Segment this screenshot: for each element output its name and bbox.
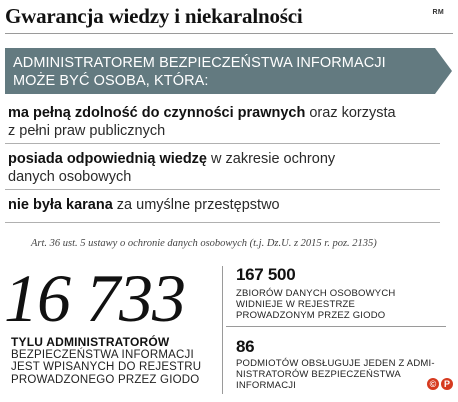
condition-bold-text: nie była karana	[8, 197, 113, 213]
condition-text: za umyślne przestępstwo	[112, 197, 280, 213]
condition-divider	[5, 189, 440, 190]
stats-vertical-divider	[222, 266, 223, 394]
stat-label-datasets	[236, 288, 395, 321]
stat-label-line: WIDNIEJE W REJESTRZE	[236, 299, 356, 310]
big-stat-label-line4: PROWADZONEGO PRZEZ GIODO	[11, 373, 200, 386]
stat-label-line: INFORMACJI	[236, 380, 297, 391]
stat-label-line: PROWADZONYM PRZEZ GIODO	[236, 310, 386, 321]
condition-item	[8, 150, 335, 186]
condition-text-line2: z pełni praw publicznych	[8, 123, 166, 139]
condition-bold-text: posiada odpowiednią wiedzę	[8, 151, 207, 167]
title-divider	[5, 33, 453, 34]
banner-heading-line1: ADMINISTRATOREM BEZPIECZEŃSTWA INFORMACJI	[13, 55, 386, 71]
big-stat-label	[11, 336, 201, 386]
condition-text: oraz korzysta	[305, 105, 396, 121]
stat-label-entities	[236, 358, 435, 391]
stat-value-datasets: 167 500	[236, 265, 296, 284]
condition-text-line2: danych osobowych	[8, 169, 132, 185]
condition-item	[8, 196, 280, 214]
condition-item	[8, 104, 396, 140]
condition-bold-text: ma pełną zdolność do czynności prawnych	[8, 105, 306, 121]
stat-value-entities: 86	[236, 337, 255, 356]
stat-label-line: NISTRATORÓW BEZPIECZEŃSTWA	[236, 369, 401, 380]
criteria-banner	[5, 48, 452, 94]
big-stat-label-line3: JEST WPISANYCH DO REJESTRU	[11, 361, 202, 373]
big-stat-label-line1: TYLU ADMINISTRATORÓW	[11, 335, 170, 349]
legal-source-note: Art. 36 ust. 5 ustawy o ochronie danych osobowych (t.j. Dz.U. z 2015 r. poz. 2135)	[31, 238, 377, 249]
publisher-logo-icon: P	[441, 378, 453, 390]
condition-divider	[5, 222, 440, 223]
banner-heading-line2: MOŻE BYĆ OSOBA, KTÓRA:	[13, 73, 209, 89]
big-stat-value: 16 733	[4, 260, 185, 336]
stat-label-line: ZBIORÓW DANYCH OSOBOWYCH	[236, 288, 396, 299]
condition-text: w zakresie ochrony	[207, 151, 336, 167]
author-credit: RM	[432, 9, 444, 16]
stats-horizontal-divider	[226, 326, 446, 327]
page-title: Gwarancja wiedzy i niekaralności	[5, 4, 303, 28]
copyright-icon: ©	[427, 378, 439, 390]
condition-divider	[5, 143, 440, 144]
stat-label-line: PODMIOTÓW OBSŁUGUJE JEDEN Z ADMI-	[236, 358, 435, 369]
big-stat-label-line2: BEZPIECZEŃSTWA INFORMACJI	[11, 348, 194, 361]
